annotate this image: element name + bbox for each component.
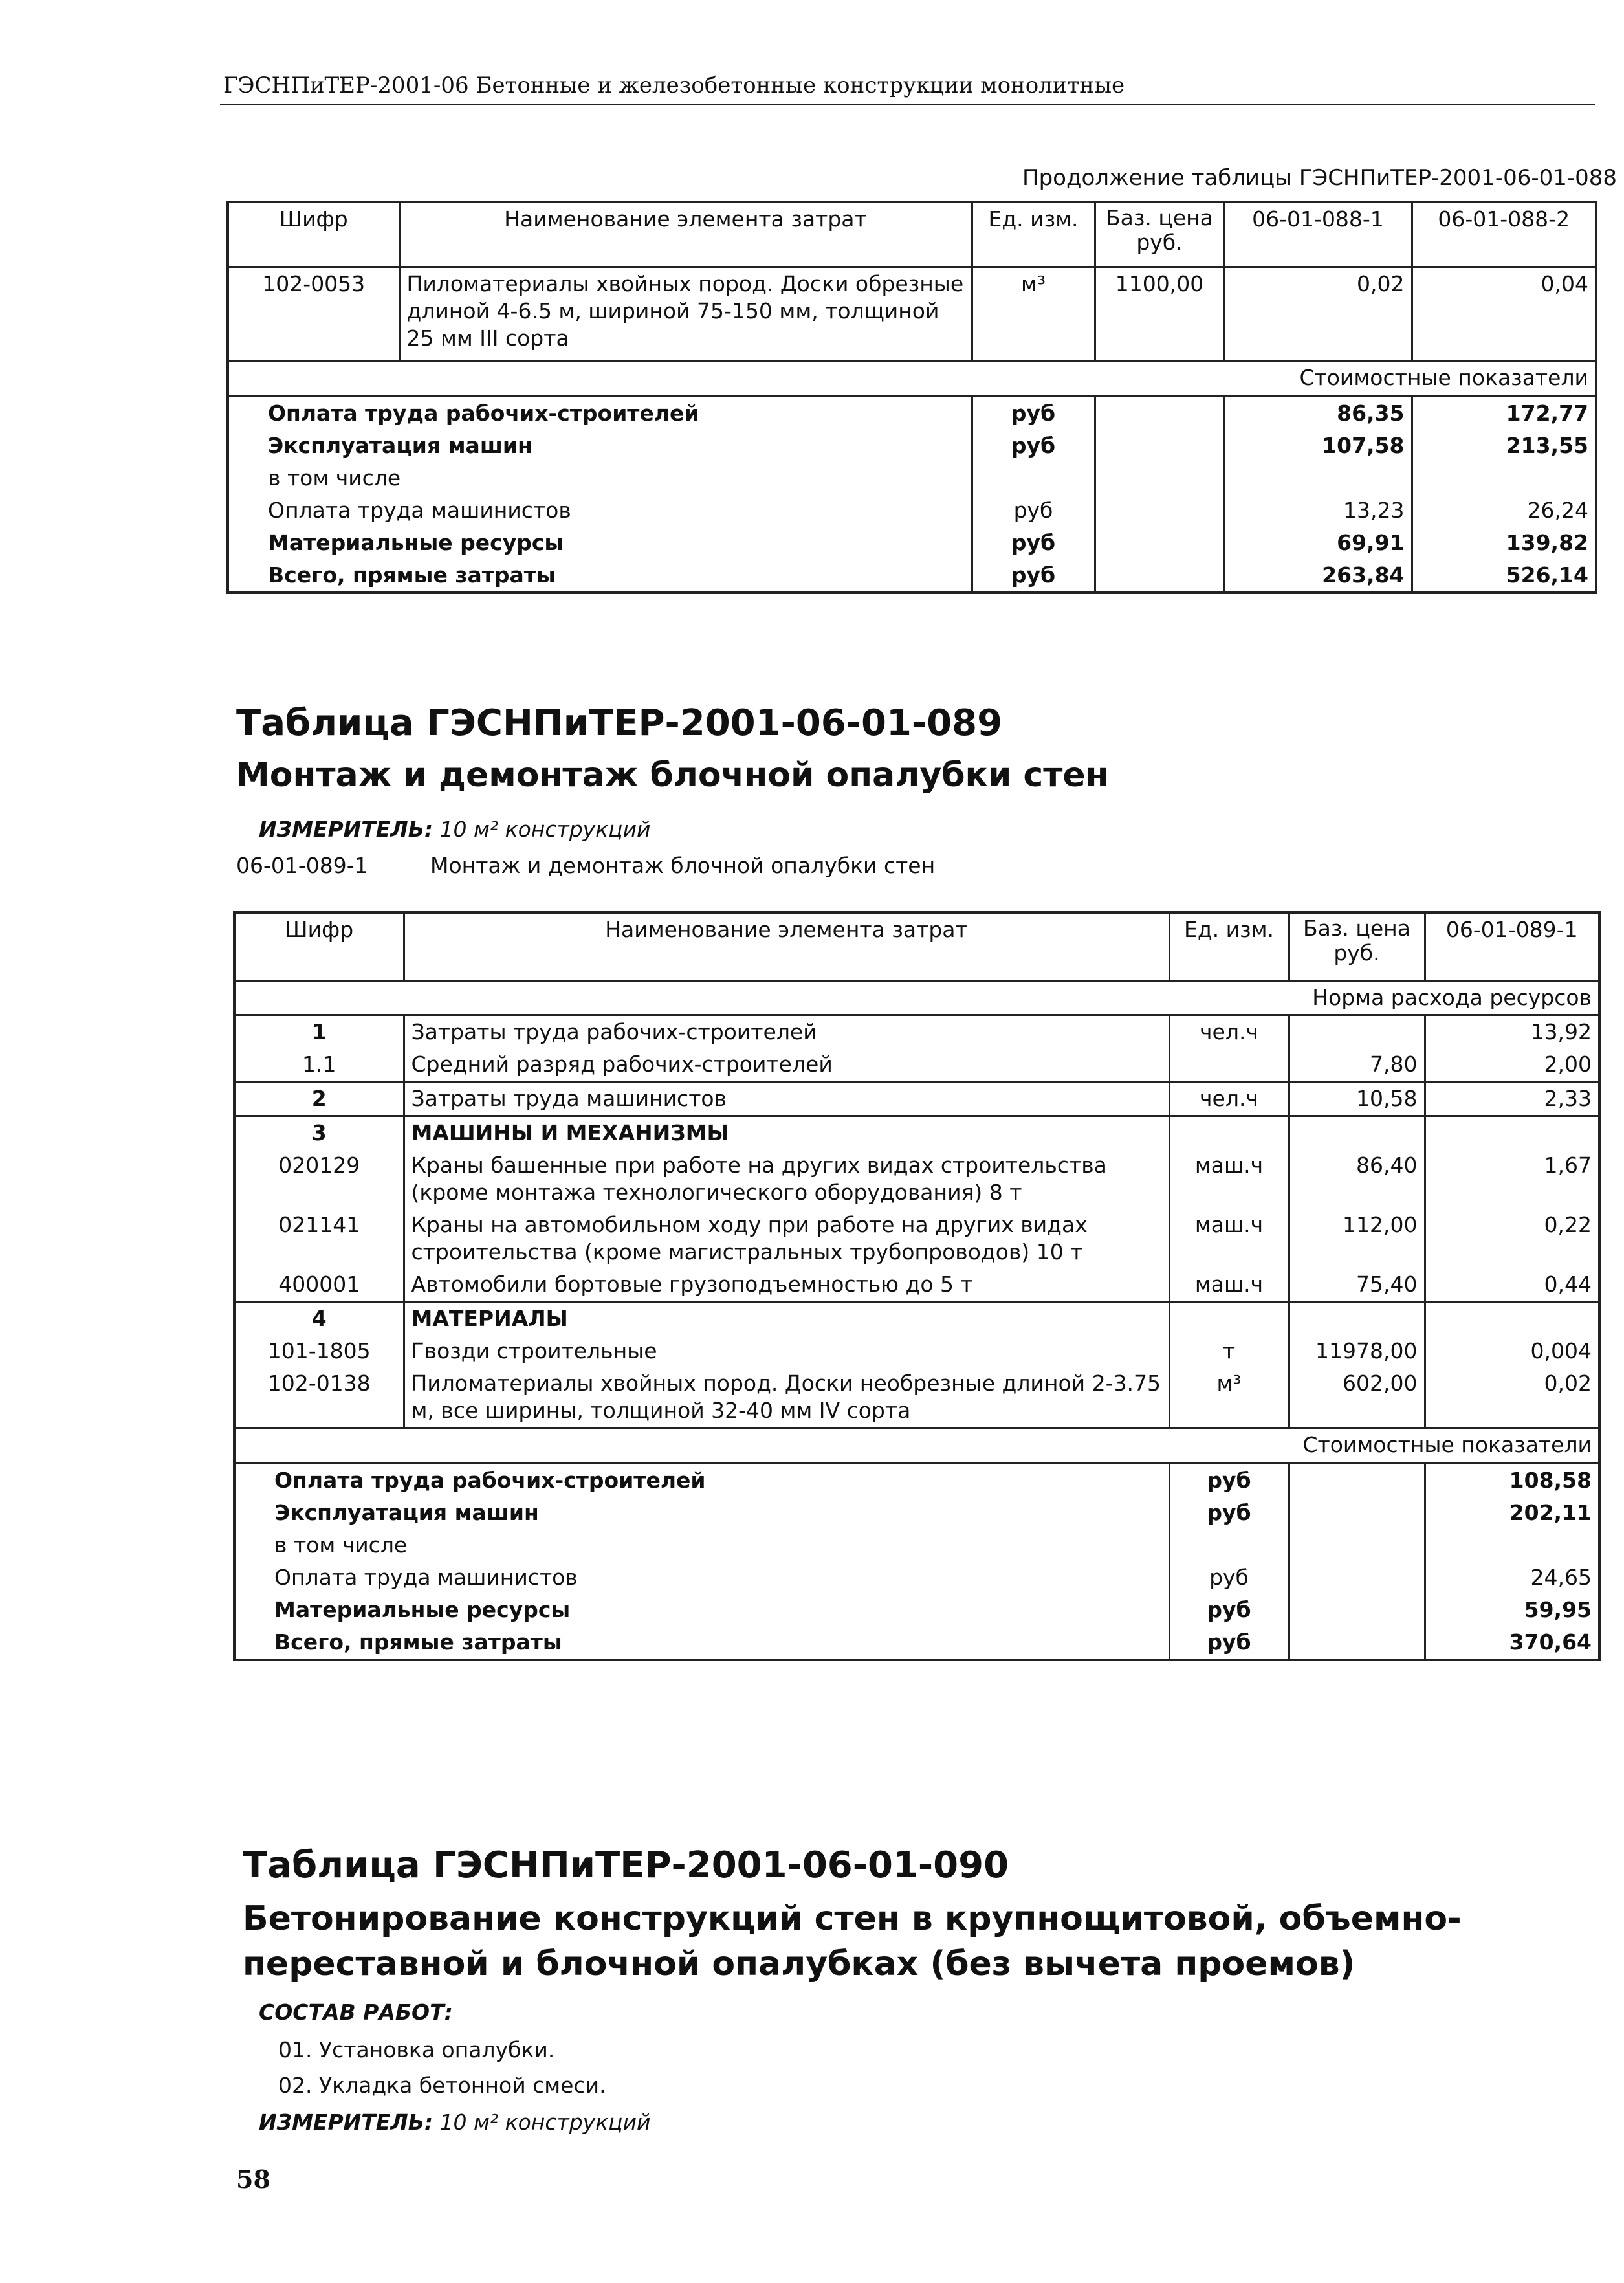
row-code: 102-0138 [267, 1370, 371, 1396]
row-code: 2 [234, 1081, 404, 1116]
section-089-title: Таблица ГЭСНПиТЕР-2001-06-01-089 [236, 702, 1003, 744]
row-value-1: 0,02 [1224, 267, 1412, 360]
row-code: 400001 [278, 1271, 360, 1297]
cost-label: Оплата труда рабочих-строителей [228, 396, 972, 430]
row-code: 3 [234, 1116, 404, 1149]
table-row [234, 1081, 1599, 1116]
row-code: 4 [234, 1301, 404, 1335]
cost-value-2: 213,55 [1412, 430, 1596, 462]
table-row [234, 1015, 1599, 1048]
cost-unit: руб [1169, 1463, 1289, 1497]
table1-caption: Продолжение таблицы ГЭСНПиТЕР-2001-06-01-088 [1022, 165, 1618, 191]
cost-value-1: 13,23 [1224, 494, 1412, 527]
row-name: МАТЕРИАЛЫ [404, 1301, 1169, 1335]
meter-value: 10 м² конструкций [439, 817, 651, 842]
cost-label: Материальные ресурсы [274, 1596, 571, 1622]
table2 [233, 911, 1601, 1661]
row-value: 0,004 [1425, 1335, 1599, 1367]
row-value: 0,22 [1425, 1209, 1599, 1268]
cost-value: 59,95 [1425, 1594, 1599, 1626]
row-unit: маш.ч [1169, 1268, 1289, 1302]
cost-row [228, 494, 1596, 527]
cost-row [234, 1626, 1599, 1660]
col-header: Баз. цена руб. [1289, 912, 1425, 980]
cost-label: Всего, прямые затраты [274, 1629, 562, 1655]
row-value: 1,67 [1425, 1149, 1599, 1209]
row-unit [1169, 1048, 1289, 1082]
meter-value: 10 м² конструкций [439, 2110, 651, 2135]
cost-section-label: Стоимостные показатели [234, 1428, 1599, 1463]
cost-unit: руб [1169, 1497, 1289, 1529]
table-row [234, 1301, 1599, 1335]
row-price: 75,40 [1289, 1268, 1425, 1302]
section-090-title: Таблица ГЭСНПиТЕР-2001-06-01-090 [243, 1844, 1009, 1886]
row-name: Пиломатериалы хвойных пород. Доски обрезные длиной 4-6.5 м, шириной 75-150 мм, толщиной 25 мм III сорта [399, 267, 972, 360]
row-unit: м³ [1169, 1367, 1289, 1428]
row-name: Краны на автомобильном ходу при работе на других видах строительства (кроме магистральных трубопроводов) 10 т [404, 1209, 1169, 1268]
table-row [234, 1268, 1599, 1302]
cost-unit: руб [1169, 1594, 1289, 1626]
table-row [234, 1116, 1599, 1149]
row-price: 1100,00 [1095, 267, 1224, 360]
cost-unit: руб [1169, 1561, 1289, 1594]
col-header: Ед. изм. [1169, 912, 1289, 980]
cost-row [228, 527, 1596, 559]
cost-section-row [228, 360, 1596, 396]
work-item: 01. Установка опалубки. [278, 2037, 555, 2062]
row-code: 101-1805 [267, 1338, 371, 1363]
cost-unit: руб [972, 527, 1095, 559]
table-row [234, 1149, 1599, 1209]
meter-label: ИЗМЕРИТЕЛЬ: [259, 2110, 433, 2135]
norm-section-row [234, 980, 1599, 1015]
cost-label: в том числе [268, 465, 401, 491]
cost-value-2: 172,77 [1412, 396, 1596, 430]
cost-label: Оплата труда рабочих-строителей [234, 1463, 1169, 1497]
row-name: Затраты труда рабочих-строителей [404, 1015, 1169, 1048]
col-header: 06-01-089-1 [1425, 912, 1599, 980]
cost-label: в том числе [274, 1532, 408, 1558]
row-price [1289, 1015, 1425, 1048]
row-code: 1 [234, 1015, 404, 1048]
cost-value-1: 263,84 [1224, 559, 1412, 593]
row-name: Автомобили бортовые грузоподъемностью до 5 т [404, 1268, 1169, 1302]
col-header: Наименование элемента затрат [399, 202, 972, 267]
cost-row [234, 1497, 1599, 1529]
row-unit: чел.ч [1169, 1081, 1289, 1116]
cost-value: 108,58 [1425, 1463, 1599, 1497]
row-price: 86,40 [1289, 1149, 1425, 1209]
row-code: 1.1 [302, 1051, 336, 1077]
row-value: 13,92 [1425, 1015, 1599, 1048]
col-header: Баз. цена руб. [1095, 202, 1224, 267]
cost-label: Эксплуатация машин [268, 432, 532, 458]
cost-row [228, 559, 1596, 593]
col-header: Шифр [285, 917, 354, 942]
row-unit: чел.ч [1169, 1015, 1289, 1048]
cost-label: Материальные ресурсы [268, 529, 564, 555]
running-header: ГЭСНПиТЕР-2001-06 Бетонные и железобетонные конструкции монолитные [223, 72, 1125, 98]
cost-unit: руб [972, 430, 1095, 462]
row-code: 102-0053 [228, 267, 399, 360]
row-value: 0,44 [1425, 1268, 1599, 1302]
cost-row [228, 430, 1596, 462]
row-value-2: 0,04 [1412, 267, 1596, 360]
row-unit: маш.ч [1169, 1209, 1289, 1268]
row-code: 020129 [278, 1152, 360, 1178]
cost-row [228, 462, 1596, 494]
row-price: 7,80 [1289, 1048, 1425, 1082]
item-name: Монтаж и демонтаж блочной опалубки стен [430, 853, 936, 878]
page-number: 58 [236, 2165, 270, 2194]
norm-section-label: Норма расхода ресурсов [234, 980, 1599, 1015]
cost-value-2: 139,82 [1412, 527, 1596, 559]
row-name: Гвозди строительные [404, 1335, 1169, 1367]
cost-value: 202,11 [1425, 1497, 1599, 1529]
row-name: Пиломатериалы хвойных пород. Доски необрезные длиной 2-3.75 м, все ширины, толщиной 32-40 мм IV сорта [404, 1367, 1169, 1428]
row-name: Краны башенные при работе на других видах строительства (кроме монтажа технологического оборудования) 8 т [404, 1149, 1169, 1209]
cost-label: Всего, прямые затраты [268, 562, 556, 588]
row-price: 11978,00 [1289, 1335, 1425, 1367]
table-row [228, 267, 1596, 360]
row-code: 021141 [278, 1211, 360, 1237]
col-header: 06-01-088-1 [1224, 202, 1412, 267]
meter-label: ИЗМЕРИТЕЛЬ: [259, 817, 433, 842]
cost-value-2: 26,24 [1412, 494, 1596, 527]
cost-value: 370,64 [1425, 1626, 1599, 1660]
cost-row [234, 1463, 1599, 1497]
row-value: 0,02 [1425, 1367, 1599, 1428]
table1-header-row [228, 202, 1596, 267]
table-row [234, 1335, 1599, 1367]
work-label: СОСТАВ РАБОТ: [259, 2000, 453, 2025]
cost-section-row [234, 1428, 1599, 1463]
cost-section-label: Стоимостные показатели [228, 360, 1596, 396]
row-price: 602,00 [1289, 1367, 1425, 1428]
row-name: Средний разряд рабочих-строителей [404, 1048, 1169, 1082]
col-header: Ед. изм. [972, 202, 1095, 267]
cost-unit: руб [1169, 1626, 1289, 1660]
cost-value-1: 69,91 [1224, 527, 1412, 559]
cost-row [228, 396, 1596, 430]
col-header: Наименование элемента затрат [404, 912, 1169, 980]
cost-value-1: 107,58 [1224, 430, 1412, 462]
table1 [226, 201, 1597, 594]
row-price: 10,58 [1289, 1081, 1425, 1116]
cost-value-1: 86,35 [1224, 396, 1412, 430]
header-rule [220, 104, 1595, 105]
cost-unit: руб [972, 396, 1095, 430]
cost-row [234, 1594, 1599, 1626]
col-header: 06-01-088-2 [1412, 202, 1596, 267]
table-row [234, 1367, 1599, 1428]
row-unit: м³ [972, 267, 1095, 360]
row-name: Затраты труда машинистов [404, 1081, 1169, 1116]
table-row [234, 1209, 1599, 1268]
item-code: 06-01-089-1 [236, 853, 368, 878]
row-value: 2,00 [1425, 1048, 1599, 1082]
section-089-meter [259, 817, 651, 842]
cost-label: Оплата труда машинистов [274, 1564, 578, 1590]
table-row [234, 1048, 1599, 1082]
section-090-subtitle-line1: Бетонирование конструкций стен в крупнощитовой, объемно- [243, 1899, 1462, 1938]
cost-unit: руб [972, 559, 1095, 593]
cost-row [234, 1529, 1599, 1561]
col-header: Шифр [279, 206, 348, 232]
row-value: 2,33 [1425, 1081, 1599, 1116]
row-price: 112,00 [1289, 1209, 1425, 1268]
section-089-subtitle: Монтаж и демонтаж блочной опалубки стен [236, 756, 1109, 795]
cost-value-2: 526,14 [1412, 559, 1596, 593]
cost-label: Эксплуатация машин [274, 1499, 539, 1525]
row-name: МАШИНЫ И МЕХАНИЗМЫ [404, 1116, 1169, 1149]
cost-unit: руб [972, 494, 1095, 527]
section-090-subtitle-line2: переставной и блочной опалубках (без вычета проемов) [243, 1945, 1355, 1983]
work-item: 02. Укладка бетонной смеси. [278, 2073, 606, 2098]
row-unit: т [1169, 1335, 1289, 1367]
cost-label: Оплата труда машинистов [268, 497, 571, 523]
section-090-meter [259, 2110, 651, 2135]
row-unit: маш.ч [1169, 1149, 1289, 1209]
table2-header-row [234, 912, 1599, 980]
cost-row [234, 1561, 1599, 1594]
cost-value: 24,65 [1425, 1561, 1599, 1594]
